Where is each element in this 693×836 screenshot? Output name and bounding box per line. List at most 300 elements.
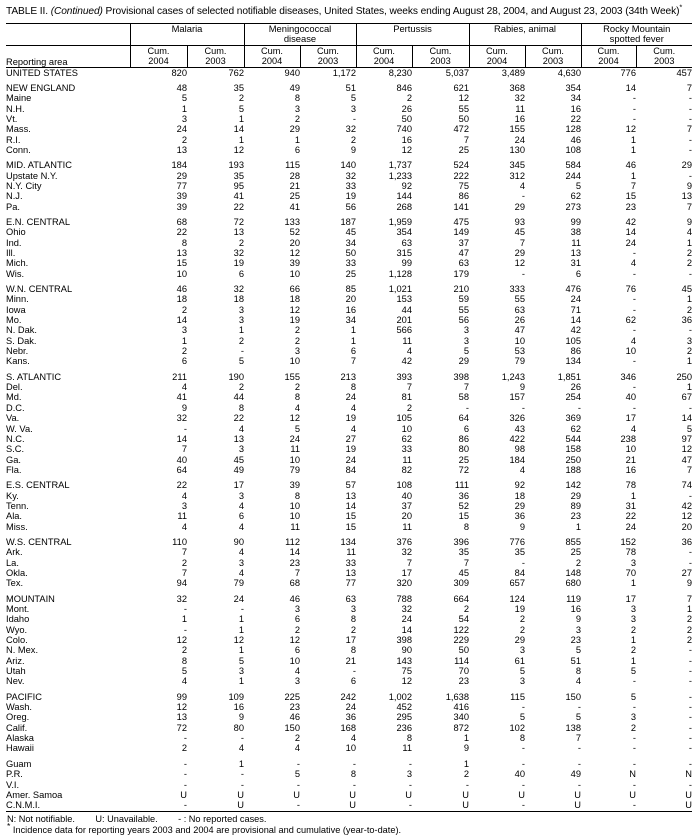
table-row [6,522,692,532]
row-value-cell: 12 [233,635,244,646]
row-value-cell: 41 [233,191,244,202]
table-row [6,336,692,346]
row-value-cell: 3 [350,103,356,114]
row-value-cell: 855 [565,536,581,547]
group-header-malaria [130,24,244,46]
row-value-cell: 1,172 [332,67,356,78]
row-value-cell: 2 [463,604,469,614]
row-value-cell: 1 [350,325,356,336]
row-value-cell: 40 [514,769,525,780]
row-value-cell: 22 [625,511,636,522]
subheader-meningococcal-2003-cum: Cum. [317,45,339,56]
subheader-rmsf-2004-cum: Cum. [597,45,620,56]
row-value-cell: 33 [345,557,356,568]
row-value-cell: 11 [402,454,412,465]
row-value-cell: 32 [401,547,412,558]
row-area-label: Mass. [6,124,31,135]
row-value-cell: 15 [458,511,469,522]
row-value-cell: 31 [625,500,636,511]
table-row [6,258,692,268]
row-value-cell: 105 [396,413,412,424]
table-row [6,465,692,475]
row-value-cell: 97 [681,433,692,444]
table-row [6,294,692,304]
row-value-cell: 187 [340,216,356,227]
table-row [6,790,692,800]
group-header-meningococcal-line1: Meningococcal [268,22,332,34]
row-value-cell: - [183,604,187,614]
subheader-rabies-2004-cum: Cum. [486,45,508,56]
row-value-cell: - [688,733,692,744]
subheader-malaria-2003-cum: Cum. [204,45,227,56]
subheader-rmsf-2003-year: 2003 [654,56,675,67]
row-value-cell: 8 [350,769,356,780]
row-value-cell: 2 [181,557,187,568]
row-value-cell: 99 [176,691,187,702]
row-value-cell: 21 [289,180,300,191]
row-value-cell: - [577,402,581,413]
row-value-cell: - [688,490,692,501]
row-value-cell: 46 [625,160,636,171]
row-value-cell: 92 [401,180,412,191]
row-value-cell: 4 [238,423,244,434]
table-row [6,356,692,366]
table-row [6,145,692,155]
row-value-cell: 130 [509,144,525,155]
row-area-label: Minn. [6,294,29,305]
row-value-cell: - [240,346,244,357]
row-value-cell: 61 [514,655,525,666]
row-value-cell: 3 [294,346,300,357]
row-value-cell: - [183,624,187,635]
row-value-cell: 3 [630,614,636,625]
row-value-cell: 29 [514,500,525,511]
row-area-label: S. ATLANTIC [6,371,62,382]
table-row [6,434,692,444]
row-value-cell: - [521,779,525,790]
row-value-cell: 42 [570,325,581,336]
table-row [6,491,692,501]
row-value-cell: - [632,758,636,769]
row-value-cell: 24 [176,124,187,135]
row-value-cell: 16 [401,134,412,145]
table-row [6,759,692,769]
row-value-cell: 89 [570,500,581,511]
row-value-cell: 680 [565,578,581,589]
row-area-label: Vt. [6,113,18,124]
row-value-cell: - [577,779,581,790]
notifiable-diseases-table [6,23,692,812]
row-value-cell: 5 [519,712,525,723]
row-value-cell: 1 [238,134,244,145]
row-value-cell: 93 [514,216,525,227]
row-value-cell: 4 [630,335,636,346]
row-area-label: Iowa [6,304,26,315]
row-value-cell: 11 [177,511,187,522]
row-value-cell: 124 [509,593,525,604]
row-value-cell: 13 [233,433,244,444]
row-value-cell: 4 [181,382,187,393]
row-value-cell: 17 [401,567,412,578]
row-value-cell: 115 [510,691,525,702]
row-value-cell: 3 [575,624,581,635]
row-value-cell: 238 [620,433,636,444]
row-value-cell: 14 [401,624,412,635]
row-value-cell: 3 [294,676,300,687]
row-value-cell: 78 [625,480,636,491]
row-area-label: Ark. [6,547,23,558]
table-row [6,382,692,392]
group-header-meningococcal-line2: disease [283,33,317,45]
table-row [6,171,692,181]
row-value-cell: 99 [401,258,412,269]
subheader-pertussis-2003-cum: Cum. [429,45,452,56]
row-value-cell: 1 [686,604,692,614]
row-value-cell: - [632,743,636,754]
row-value-cell: 2 [686,346,692,357]
row-value-cell: 4 [575,676,581,687]
row-value-cell: 422 [509,433,525,444]
row-value-cell: 820 [171,67,187,78]
row-value-cell: 9 [686,578,692,589]
row-value-cell: 1,021 [388,284,412,295]
subheader-malaria-2004-year: 2004 [148,56,169,67]
row-value-cell: 1,638 [445,691,469,702]
row-value-cell: - [352,779,356,790]
subheader-rmsf-2003-cum: Cum. [653,45,676,56]
row-area-label: Miss. [6,521,28,532]
row-value-cell: 1 [294,134,300,145]
row-value-cell: 398 [396,635,412,646]
row-value-cell: 12 [401,676,412,687]
row-value-cell: 5 [294,423,300,434]
row-value-cell: 4 [238,521,244,532]
row-value-cell: 312 [509,170,525,181]
row-value-cell: 10 [289,356,300,367]
row-area-label: Ill. [6,248,16,258]
row-value-cell: 9 [686,216,692,227]
row-area-label: W. Va. [6,423,33,434]
row-value-cell: 108 [565,144,581,155]
row-value-cell: 150 [284,722,300,733]
row-value-cell: - [296,779,300,790]
table-row [6,692,692,702]
row-value-cell: - [688,691,692,702]
row-value-cell: 184 [171,160,187,171]
table-row [6,712,692,722]
row-value-cell: 1 [181,335,187,346]
row-value-cell: 11 [402,743,412,754]
row-value-cell: 105 [565,335,581,346]
row-value-cell: 29 [570,490,581,501]
row-value-cell: 225 [284,691,300,702]
row-value-cell: 36 [458,490,469,501]
row-value-cell: 148 [565,567,581,578]
row-area-label: R.I. [6,134,21,145]
table-row [6,104,692,114]
table-row [6,568,692,578]
row-value-cell: 72 [176,722,187,733]
table-row [6,269,692,279]
row-value-cell: 9 [519,521,525,532]
row-value-cell: 13 [233,227,244,238]
row-value-cell: 13 [345,567,356,578]
row-value-cell: 55 [458,304,469,315]
row-value-cell: 34 [570,93,581,104]
row-value-cell: 621 [453,82,469,93]
row-value-cell: 10 [289,655,300,666]
subheader-rabies-2004-year: 2004 [486,56,508,67]
row-value-cell: 2 [686,304,692,315]
row-value-cell: 46 [289,593,300,604]
row-value-cell: 3 [519,645,525,656]
row-value-cell: 7 [686,201,692,212]
row-value-cell: 10 [625,444,636,455]
row-value-cell: 13 [176,248,187,258]
row-value-cell: - [183,769,187,780]
row-value-cell: 4 [294,666,300,677]
row-value-cell: 32 [345,170,356,181]
row-value-cell: 3 [238,490,244,501]
row-value-cell: 86 [458,433,469,444]
row-value-cell: 213 [340,371,356,382]
row-value-cell: 141 [453,201,469,212]
row-value-cell: 14 [233,124,244,135]
row-value-cell: 1 [181,614,187,625]
row-value-cell: 6 [350,676,356,687]
row-value-cell: 657 [509,578,525,589]
row-value-cell: U [180,789,187,800]
row-value-cell: 566 [396,325,412,336]
row-value-cell: 2 [686,248,692,258]
table-row [6,181,692,191]
row-value-cell: 23 [625,201,636,212]
row-value-cell: 50 [458,113,469,124]
row-value-cell: 26 [401,103,412,114]
row-value-cell: 16 [514,113,525,124]
row-value-cell: 7 [294,567,300,578]
row-value-cell: 250 [565,454,581,465]
row-value-cell: 3 [238,557,244,568]
row-value-cell: 155 [509,124,525,135]
subheader-pertussis-2004 [356,46,412,67]
row-value-cell: - [577,743,581,754]
row-value-cell: - [521,268,525,279]
row-value-cell: 142 [565,480,581,491]
row-value-cell: 28 [289,170,300,181]
row-area-label: Ariz. [6,655,25,666]
row-value-cell: 2 [575,557,581,568]
row-value-cell: 476 [565,284,581,295]
row-value-cell: 3 [350,604,356,614]
row-value-cell: 5 [519,666,525,677]
row-value-cell: 4 [350,733,356,744]
row-value-cell: 17 [345,635,356,646]
row-value-cell: 4 [630,423,636,434]
row-value-cell: - [632,800,636,811]
subheader-pertussis-2004-year: 2004 [373,56,395,67]
row-value-cell: - [688,722,692,733]
subheader-rabies-2003-cum: Cum. [542,45,564,56]
row-value-cell: - [577,758,581,769]
row-value-cell: 2 [630,624,636,635]
row-value-cell: - [688,676,692,687]
row-value-cell: 1 [686,356,692,367]
row-value-cell: 1 [238,758,244,769]
row-value-cell: 13 [570,248,581,258]
row-value-cell: 134 [565,356,581,367]
row-value-cell: 34 [345,315,356,326]
row-value-cell: 43 [514,423,525,434]
row-value-cell: 846 [396,82,412,93]
group-header-rmsf-line1: Rocky Mountain [603,22,671,34]
row-value-cell: 211 [172,371,187,382]
row-value-cell: 62 [570,423,581,434]
table-row [6,676,692,686]
table-row [6,135,692,145]
row-value-cell: 8 [294,93,300,104]
row-value-cell: 1,851 [557,371,581,382]
row-value-cell: 6 [294,614,300,625]
row-value-cell: 2 [350,134,356,145]
row-value-cell: 29 [514,248,525,258]
table-row [6,594,692,604]
row-area-label: Ohio [6,227,26,238]
row-value-cell: 24 [345,454,356,465]
row-value-cell: 19 [289,315,300,326]
row-value-cell: - [521,557,525,568]
row-value-cell: 79 [514,356,525,367]
row-value-cell: 940 [284,67,300,78]
row-value-cell: 14 [681,413,692,424]
row-value-cell: - [521,191,525,202]
row-value-cell: 1 [686,382,692,393]
title-text: Provisional cases of selected notifiable diseases, United States, weeks ending August 28, 2004, and August 23, 2003 (34th Week) [102,6,680,17]
row-value-cell: 7 [463,382,469,393]
table-row [6,413,692,423]
row-value-cell: 8,230 [388,67,412,78]
row-value-cell: 5 [630,666,636,677]
row-area-label: Idaho [6,614,30,625]
row-value-cell: 119 [566,593,581,604]
row-value-cell: 24 [289,433,300,444]
row-value-cell: 29 [176,170,187,181]
row-value-cell: 3 [519,676,525,687]
row-value-cell: 20 [681,521,692,532]
row-value-cell: 32 [233,284,244,295]
row-value-cell: 244 [565,170,581,181]
row-value-cell: 295 [396,712,412,723]
row-area-label: Conn. [6,144,31,155]
row-value-cell: 6 [294,645,300,656]
table-row [6,83,692,93]
row-value-cell: 41 [176,392,187,403]
row-value-cell: 20 [401,511,412,522]
row-value-cell: 44 [233,392,244,403]
row-area-label: N.H. [6,103,25,114]
row-value-cell: 31 [570,258,581,269]
row-value-cell: 77 [345,578,356,589]
row-value-cell: 2 [294,382,300,393]
row-value-cell: 14 [625,227,636,238]
subheader-pertussis-2004-cum: Cum. [373,45,395,56]
row-value-cell: 3 [406,769,412,780]
row-value-cell: - [688,113,692,124]
row-value-cell: 17 [625,593,636,604]
row-value-cell: - [240,733,244,744]
row-value-cell: 3,489 [501,67,525,78]
row-area-label: C.N.M.I. [6,800,41,811]
row-value-cell: 10 [289,268,300,279]
row-value-cell: - [688,655,692,666]
row-value-cell: 10 [289,511,300,522]
row-area-label: La. [6,557,19,568]
row-area-label: V.I. [6,779,20,790]
row-value-cell: 80 [233,722,244,733]
table-row [6,702,692,712]
table-row [6,160,692,170]
row-value-cell: 9 [238,712,244,723]
row-value-cell: - [521,702,525,713]
row-value-cell: 14 [289,547,300,558]
row-value-cell: 24 [401,614,412,625]
row-value-cell: 740 [396,124,412,135]
row-value-cell: U [237,800,244,811]
row-value-cell: 32 [176,593,187,604]
row-value-cell: 1,243 [501,371,525,382]
table-row [6,217,692,227]
row-value-cell: 2 [406,93,412,104]
row-value-cell: 32 [514,93,525,104]
row-value-cell: - [183,779,187,790]
row-value-cell: 268 [396,201,412,212]
row-area-label: Del. [6,382,23,393]
row-value-cell: 36 [681,536,692,547]
row-value-cell: 5 [238,655,244,666]
row-value-cell: 29 [514,201,525,212]
row-area-label: Utah [6,666,26,677]
row-value-cell: 13 [681,191,692,202]
table-row [6,780,692,790]
row-value-cell: 3 [630,604,636,614]
row-value-cell: 1 [463,733,469,744]
row-area-label: E.N. CENTRAL [6,216,71,227]
row-value-cell: 62 [625,315,636,326]
row-value-cell: 74 [681,480,692,491]
row-value-cell: N [685,769,692,780]
row-value-cell: 1 [630,635,636,646]
row-value-cell: 11 [346,547,356,558]
row-value-cell: 3 [630,557,636,568]
row-value-cell: 7 [686,82,692,93]
table-row [6,372,692,382]
row-value-cell: 10 [176,268,187,279]
row-value-cell: 17 [625,413,636,424]
row-value-cell: 155 [284,371,300,382]
table-row [6,511,692,521]
row-value-cell: 56 [345,201,356,212]
row-value-cell: 4 [238,500,244,511]
row-value-cell: 2 [294,325,300,336]
row-value-cell: 95 [233,180,244,191]
row-area-label: Pa. [6,201,20,212]
row-value-cell: 1 [238,645,244,656]
row-value-cell: 36 [345,712,356,723]
row-value-cell: 14 [345,500,356,511]
row-value-cell: - [688,170,692,181]
row-value-cell: 23 [289,702,300,713]
row-value-cell: 3 [181,500,187,511]
